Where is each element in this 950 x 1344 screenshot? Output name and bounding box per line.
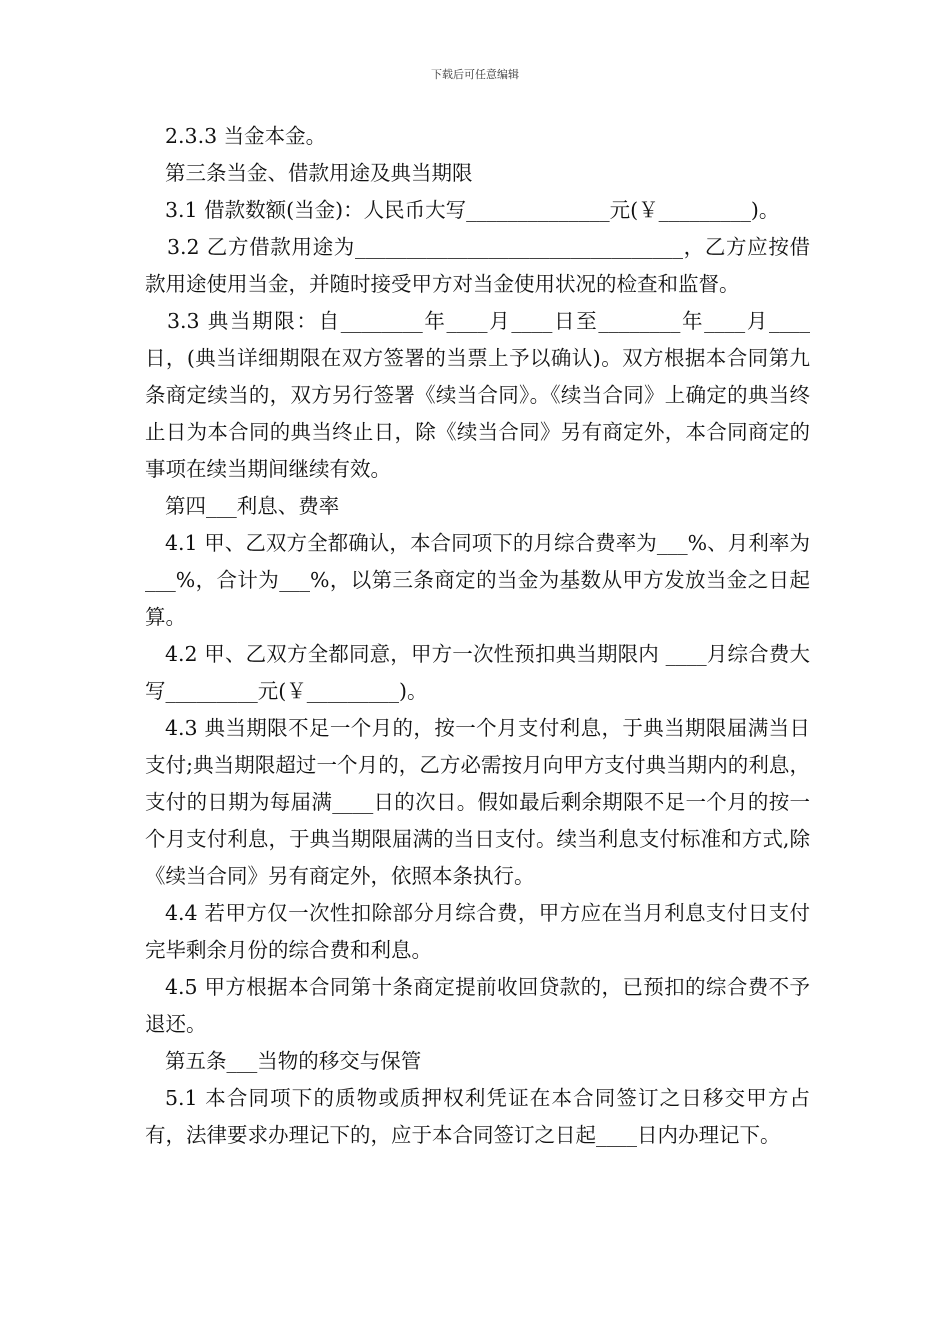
clause-3-1: 3.1 借款数额(当金)：人民币大写______________元(￥_________)。 — [165, 198, 780, 222]
article-5-heading: 第五条___当物的移交与保管 — [165, 1049, 422, 1073]
clause-3-2: 3.2 乙方借款用途为________________________________，乙方应按借款用途使用当金，并随时接受甲方对当金使用状况的检查和监督。 — [145, 235, 810, 296]
clause-4-1: 4.1 甲、乙双方全都确认，本合同项下的月综合费率为___%、月利率为___%，合计为___%，以第三条商定的当金为基数从甲方发放当金之日起算。 — [145, 531, 810, 629]
document-body — [145, 118, 810, 1154]
clause-4-4: 4.4 若甲方仅一次性扣除部分月综合费，甲方应在当月利息支付日支付完毕剩余月份的综合费和利息。 — [145, 901, 810, 962]
clause-4-2: 4.2 甲、乙双方全都同意，甲方一次性预扣典当期限内 ____月综合费大写_________元(￥_________)。 — [145, 642, 810, 703]
article-3-heading: 第三条当金、借款用途及典当期限 — [165, 161, 473, 185]
clause-3-3: 3.3 典当期限：自________年____月____日至________年____月____日，(典当详细期限在双方签署的当票上予以确认)。双方根据本合同第九条商定续当的，双方另行签署《续当合同》。《续当合同》上确定的典当终止日为本合同的典当终止日，除《续当合同》另有商定外，本合同商定的事项在续当期间继续有效。 — [145, 309, 810, 481]
clause-4-5: 4.5 甲方根据本合同第十条商定提前收回贷款的，已预扣的综合费不予退还。 — [145, 975, 810, 1036]
clause-2-3-3: 2.3.3 当金本金。 — [165, 124, 327, 148]
clause-5-1: 5.1 本合同项下的质物或质押权利凭证在本合同签订之日移交甲方占有，法律要求办理记下的，应于本合同签订之日起____日内办理记下。 — [145, 1086, 810, 1147]
page-header-note: 下载后可任意编辑 — [431, 68, 519, 81]
article-4-heading: 第四___利息、费率 — [165, 494, 340, 518]
clause-4-3: 4.3 典当期限不足一个月的，按一个月支付利息，于典当期限届满当日支付;典当期限超过一个月的，乙方必需按月向甲方支付典当期内的利息，支付的日期为每届满____日的次日。假如最后剩余期限不足一个月的按一个月支付利息，于典当期限届满的当日支付。续当利息支付标准和方式,除《续当合同》另有商定外，依照本条执行。 — [145, 716, 810, 888]
